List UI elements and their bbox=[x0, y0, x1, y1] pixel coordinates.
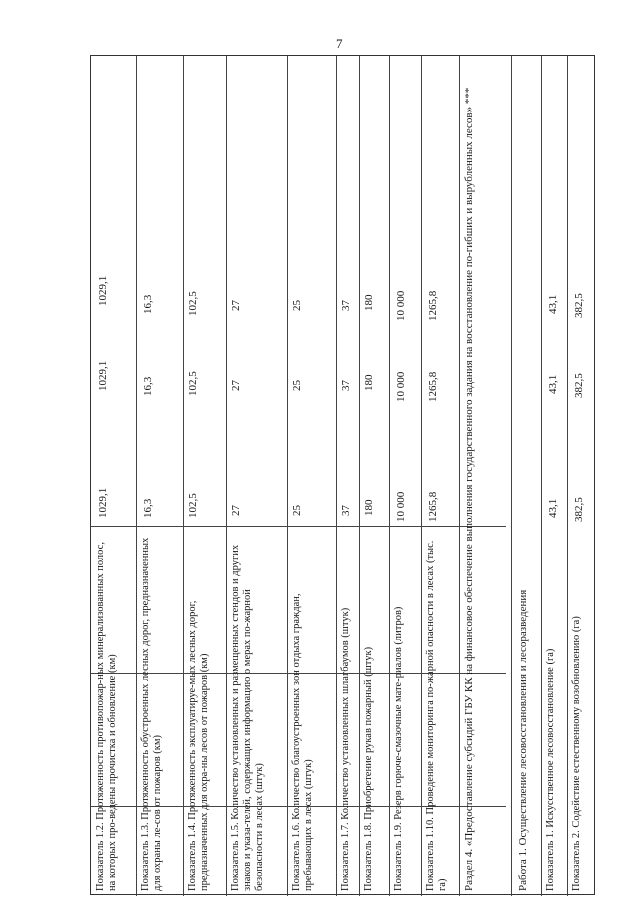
page-number: 7 bbox=[336, 36, 343, 51]
row-line bbox=[389, 56, 390, 896]
value-col3: 1029,1 bbox=[97, 275, 109, 306]
row-line bbox=[541, 56, 542, 896]
value-col1: 180 bbox=[363, 499, 375, 516]
row-label: Показатель 2. Содействие естественному возобновлению (га) bbox=[571, 616, 582, 891]
value-col2: 102,5 bbox=[187, 371, 199, 396]
value-col3: 382,5 bbox=[573, 293, 585, 318]
value-col2: 25 bbox=[291, 380, 303, 391]
row-label: Показатель 1.10. Проведение мониторинга по-жарной опасности в лесах (тыс. га) bbox=[425, 540, 448, 891]
value-col3: 180 bbox=[363, 294, 375, 311]
row-label: Показатель 1.9. Резерв горюче-смазочные мате-риалов (литров) bbox=[393, 606, 404, 891]
row-line bbox=[336, 56, 337, 896]
row-line bbox=[136, 56, 137, 896]
value-col3: 1265,8 bbox=[427, 290, 439, 321]
row-label: Показатель 1.5. Количество установленных и размещенных стендов и других знаков и указа-телей, содержащих информацию о мерах по-жарной безопасности в лесах (штук) bbox=[230, 544, 265, 891]
row-label: Показатель 1.4. Протяженность эксплуатируе-мых лесных дорог, предназначенных для охра-ны лесов от пожаров (км) bbox=[187, 600, 210, 891]
row-line bbox=[511, 56, 512, 896]
row-label: Показатель 1.8. Приобретение рукав пожарный (штук) bbox=[363, 646, 374, 891]
value-col2: 10 000 bbox=[395, 371, 407, 402]
col-line bbox=[91, 526, 506, 527]
value-col3: 37 bbox=[340, 300, 352, 311]
row-line bbox=[287, 56, 288, 896]
row-line bbox=[226, 56, 227, 896]
row-label: Показатель 1.7. Количество установленных шлагбаумов (штук) bbox=[340, 607, 351, 891]
section-4-title: Раздел 4. «Предоставление субсидий ГБУ КК на финансовое обеспечение выполнения государственного задания на восстановление по-гибших и вырубленных лесов» *** bbox=[463, 87, 475, 891]
value-col2: 1265,8 bbox=[427, 371, 439, 402]
value-col1: 16,3 bbox=[142, 498, 154, 518]
row-line bbox=[567, 56, 568, 896]
row-line bbox=[359, 56, 360, 896]
value-col2: 27 bbox=[230, 380, 242, 391]
value-col2: 43,1 bbox=[547, 374, 559, 394]
row-label: Показатель 1.6. Количество благоустроенных зон отдыха граждан, пребывающих в лесах (штук) bbox=[291, 593, 314, 891]
value-col3: 16,3 bbox=[142, 294, 154, 314]
value-col2: 16,3 bbox=[142, 376, 154, 396]
value-col1: 27 bbox=[230, 505, 242, 516]
value-col1: 25 bbox=[291, 505, 303, 516]
value-col1: 10 000 bbox=[395, 491, 407, 522]
value-col2: 180 bbox=[363, 374, 375, 391]
value-col1: 43,1 bbox=[547, 498, 559, 518]
value-col2: 382,5 bbox=[573, 373, 585, 398]
work-1-title: Работа 1. Осуществление лесовосстановления и лесоразведения bbox=[517, 589, 529, 891]
value-col3: 43,1 bbox=[547, 294, 559, 314]
value-col1: 102,5 bbox=[187, 493, 199, 518]
value-col2: 1029,1 bbox=[97, 360, 109, 391]
value-col1: 382,5 bbox=[573, 497, 585, 522]
row-line bbox=[459, 56, 460, 896]
row-label: Показатель 1.3. Протяженность обустроенных лесных дорог, предназначенных для охраны ле-сов от пожаров (км) bbox=[140, 537, 163, 891]
rotated-table bbox=[90, 55, 595, 895]
value-col2: 37 bbox=[340, 380, 352, 391]
row-label: Показатель 1. Искусственное лесовосстановление (га) bbox=[545, 648, 556, 891]
row-line bbox=[183, 56, 184, 896]
value-col1: 1265,8 bbox=[427, 491, 439, 522]
value-col1: 37 bbox=[340, 505, 352, 516]
row-line bbox=[421, 56, 422, 896]
value-col3: 25 bbox=[291, 300, 303, 311]
row-label: Показатель 1.2. Протяженность противопожар-ных минерализованных полос, на которых про-ведены прочистка и обновление (км) bbox=[95, 542, 118, 891]
value-col3: 27 bbox=[230, 300, 242, 311]
value-col3: 10 000 bbox=[395, 290, 407, 321]
value-col1: 1029,1 bbox=[97, 487, 109, 518]
value-col3: 102,5 bbox=[187, 291, 199, 316]
